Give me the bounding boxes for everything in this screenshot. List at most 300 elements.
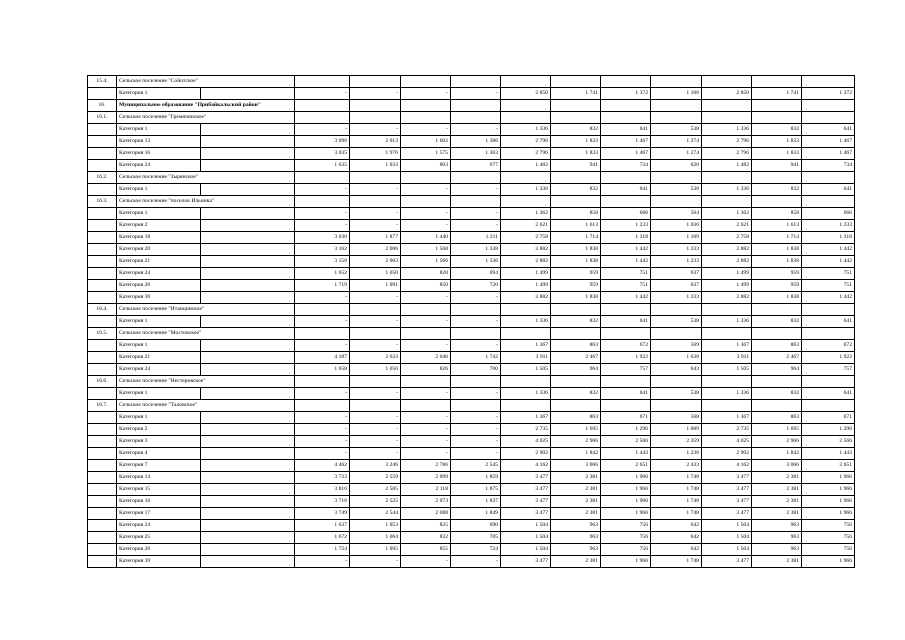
value-cell: 832 [752, 124, 802, 136]
empty-cell [702, 376, 752, 388]
value-cell: 538 [651, 316, 702, 328]
value-cell: 1 367 [501, 340, 551, 352]
value-cell: 1 362 [501, 208, 551, 220]
value-cell: 2 559 [350, 472, 401, 484]
value-cell: 3 723 [295, 472, 350, 484]
section-row [88, 328, 855, 340]
empty-cell [350, 76, 401, 88]
value-cell: 1 467 [802, 136, 855, 148]
empty-cell [752, 112, 802, 124]
table-row [88, 256, 855, 268]
value-cell: 850 [401, 280, 451, 292]
value-cell: 1 236 [651, 448, 702, 460]
value-cell: 1 482 [501, 160, 551, 172]
value-cell: - [350, 448, 401, 460]
settlement-title: Сельское поселение "Нестеровское" [117, 376, 295, 388]
value-cell: - [350, 340, 401, 352]
value-cell: 751 [802, 280, 855, 292]
category-label: Категория 24 [117, 520, 201, 532]
value-cell: - [350, 184, 401, 196]
row-number-cell [88, 364, 117, 376]
value-cell: 3 477 [702, 508, 752, 520]
value-cell: 1 833 [551, 148, 601, 160]
row-number-cell [88, 136, 117, 148]
value-cell: 1 296 [601, 424, 651, 436]
value-cell: 2 796 [702, 148, 752, 160]
value-cell: 666 [601, 208, 651, 220]
empty-cell [702, 196, 752, 208]
table-row [88, 544, 855, 556]
empty-cell [201, 532, 295, 544]
value-cell: 3 158 [295, 256, 350, 268]
empty-cell [551, 304, 601, 316]
row-number-cell [88, 508, 117, 520]
empty-cell [752, 328, 802, 340]
value-cell: 3 816 [295, 484, 350, 496]
value-cell: 1 089 [651, 424, 702, 436]
empty-cell [451, 196, 501, 208]
category-label: Категория 1 [117, 208, 201, 220]
empty-cell [802, 196, 855, 208]
value-cell: 700 [451, 364, 501, 376]
empty-cell [702, 400, 752, 412]
value-cell: 757 [601, 364, 651, 376]
empty-cell [201, 340, 295, 352]
empty-cell [651, 400, 702, 412]
category-label: Категория 21 [117, 256, 201, 268]
value-cell: 1 336 [702, 124, 752, 136]
category-label: Категория 2 [117, 220, 201, 232]
category-label: Категория 1 [117, 412, 201, 424]
table-row [88, 244, 855, 256]
table-row [88, 436, 855, 448]
table-row [88, 136, 855, 148]
empty-cell [201, 148, 295, 160]
value-cell: - [451, 124, 501, 136]
value-cell: 2 046 [401, 352, 451, 364]
value-cell: 3 749 [295, 508, 350, 520]
value-cell: 1 742 [451, 352, 501, 364]
value-cell: - [401, 424, 451, 436]
value-cell: 1 050 [350, 268, 401, 280]
settlement-title: Сельское поселение "Итанцинское" [117, 304, 295, 316]
value-cell: 2 381 [752, 472, 802, 484]
value-cell: 1 274 [651, 148, 702, 160]
value-cell: - [451, 556, 501, 568]
empty-cell [201, 268, 295, 280]
value-cell: 2 003 [350, 256, 401, 268]
value-cell: - [401, 436, 451, 448]
value-cell: 757 [802, 364, 855, 376]
value-cell: - [451, 424, 501, 436]
empty-cell [651, 76, 702, 88]
empty-cell [201, 88, 295, 100]
value-cell: 825 [401, 520, 451, 532]
empty-cell [651, 112, 702, 124]
empty-cell [350, 376, 401, 388]
value-cell: 2 381 [752, 496, 802, 508]
value-cell: 832 [551, 124, 601, 136]
empty-cell [350, 100, 401, 112]
value-cell: 1 838 [752, 256, 802, 268]
value-cell: - [451, 448, 501, 460]
municipality-title: Муниципальное образование "Прибайкальский район" [117, 100, 295, 112]
empty-cell [651, 328, 702, 340]
value-cell: - [401, 448, 451, 460]
empty-cell [601, 304, 651, 316]
value-cell: 2 013 [350, 136, 401, 148]
tariff-table-container [87, 75, 853, 568]
value-cell: 1 499 [501, 280, 551, 292]
section-row [88, 100, 855, 112]
empty-cell [752, 304, 802, 316]
value-cell: - [295, 388, 350, 400]
value-cell: - [295, 124, 350, 136]
empty-cell [651, 100, 702, 112]
value-cell: 2 902 [702, 448, 752, 460]
category-label: Категория 16 [117, 496, 201, 508]
value-cell: 1 613 [752, 220, 802, 232]
value-cell: 1 442 [601, 256, 651, 268]
value-cell: 1 467 [802, 148, 855, 160]
value-cell: 1 336 [702, 388, 752, 400]
value-cell: 2 621 [501, 220, 551, 232]
table-row [88, 316, 855, 328]
value-cell: 941 [752, 160, 802, 172]
table-row [88, 484, 855, 496]
table-row [88, 268, 855, 280]
empty-cell [401, 304, 451, 316]
empty-cell [651, 196, 702, 208]
value-cell: 2 381 [752, 556, 802, 568]
empty-cell [401, 76, 451, 88]
value-cell: - [451, 340, 501, 352]
value-cell: 2 735 [702, 424, 752, 436]
table-row [88, 232, 855, 244]
value-cell: 1 635 [295, 160, 350, 172]
value-cell: 671 [802, 412, 855, 424]
value-cell: 1 233 [651, 256, 702, 268]
category-label: Категория 36 [117, 292, 201, 304]
value-cell: 3 066 [752, 460, 802, 472]
value-cell: 1 976 [350, 148, 401, 160]
row-number-cell [88, 88, 117, 100]
value-cell: 1 748 [651, 508, 702, 520]
value-cell: 2 882 [501, 292, 551, 304]
value-cell: 1 833 [752, 148, 802, 160]
table-row [88, 364, 855, 376]
category-label: Категория 1 [117, 88, 201, 100]
value-cell: 1 966 [601, 508, 651, 520]
value-cell: 1 966 [601, 472, 651, 484]
section-row [88, 376, 855, 388]
value-cell: 1 966 [802, 508, 855, 520]
category-label: Категория 3 [117, 436, 201, 448]
value-cell: 1 336 [501, 184, 551, 196]
row-number-cell: 16.5. [88, 328, 117, 340]
value-cell: - [350, 124, 401, 136]
value-cell: 1 109 [651, 232, 702, 244]
empty-cell [350, 196, 401, 208]
empty-cell [350, 112, 401, 124]
value-cell: 2 882 [501, 256, 551, 268]
value-cell: 3 030 [295, 232, 350, 244]
empty-cell [601, 400, 651, 412]
value-cell: 1 211 [451, 232, 501, 244]
category-label: Категория 24 [117, 160, 201, 172]
table-row [88, 508, 855, 520]
category-label: Категория 39 [117, 556, 201, 568]
section-row [88, 400, 855, 412]
section-row [88, 196, 855, 208]
value-cell: 4 025 [501, 436, 551, 448]
value-cell: 1 568 [401, 244, 451, 256]
empty-cell [201, 124, 295, 136]
value-cell: 3 477 [702, 484, 752, 496]
value-cell: 1 367 [702, 340, 752, 352]
value-cell: 1 859 [451, 472, 501, 484]
value-cell: 4 187 [295, 352, 350, 364]
table-row [88, 472, 855, 484]
empty-cell [201, 508, 295, 520]
settlement-title: Сельское поселение "Таловское" [117, 400, 295, 412]
value-cell: 756 [802, 532, 855, 544]
empty-cell [702, 172, 752, 184]
empty-cell [350, 400, 401, 412]
row-number-cell [88, 352, 117, 364]
category-label: Категория 15 [117, 484, 201, 496]
empty-cell [601, 76, 651, 88]
category-label: Категория 1 [117, 340, 201, 352]
value-cell: 641 [802, 388, 855, 400]
value-cell: 855 [401, 544, 451, 556]
value-cell: 2 381 [752, 484, 802, 496]
value-cell: 2 796 [702, 136, 752, 148]
row-number-cell [88, 436, 117, 448]
empty-cell [401, 196, 451, 208]
empty-cell [401, 172, 451, 184]
empty-cell [551, 76, 601, 88]
empty-cell [451, 172, 501, 184]
empty-cell [350, 304, 401, 316]
value-cell: - [451, 316, 501, 328]
value-cell: 641 [802, 124, 855, 136]
empty-cell [752, 100, 802, 112]
value-cell: 538 [651, 124, 702, 136]
value-cell: 1 837 [451, 496, 501, 508]
value-cell: 1 602 [401, 136, 451, 148]
value-cell: 964 [752, 364, 802, 376]
value-cell: 751 [601, 268, 651, 280]
value-cell: - [350, 220, 401, 232]
value-cell: - [295, 340, 350, 352]
value-cell: 1 504 [702, 520, 752, 532]
value-cell: 1 504 [501, 544, 551, 556]
value-cell: 1 672 [295, 532, 350, 544]
value-cell: 1 877 [350, 232, 401, 244]
empty-cell [601, 100, 651, 112]
value-cell: 672 [802, 340, 855, 352]
row-number-cell [88, 484, 117, 496]
value-cell: 1 966 [601, 556, 651, 568]
table-row [88, 532, 855, 544]
value-cell: 963 [752, 520, 802, 532]
value-cell: 863 [551, 340, 601, 352]
value-cell: 677 [451, 160, 501, 172]
value-cell: 2 758 [501, 232, 551, 244]
value-cell: 963 [551, 532, 601, 544]
value-cell: 724 [451, 544, 501, 556]
value-cell: 4 025 [702, 436, 752, 448]
value-cell: - [401, 556, 451, 568]
value-cell: 2 651 [802, 460, 855, 472]
value-cell: 1 504 [702, 544, 752, 556]
table-row [88, 88, 855, 100]
value-cell: 1 336 [501, 316, 551, 328]
empty-cell [501, 172, 551, 184]
value-cell: 964 [551, 364, 601, 376]
value-cell: 3 716 [295, 496, 350, 508]
empty-cell [201, 208, 295, 220]
category-label: Категория 7 [117, 460, 201, 472]
settlement-title: Сельское поселение "Мостовское" [117, 328, 295, 340]
empty-cell [501, 76, 551, 88]
value-cell: - [451, 208, 501, 220]
empty-cell [201, 364, 295, 376]
value-cell: 2 585 [350, 484, 401, 496]
value-cell: 3 477 [501, 496, 551, 508]
value-cell: 2 381 [551, 556, 601, 568]
table-row [88, 412, 855, 424]
empty-cell [451, 76, 501, 88]
value-cell: - [350, 292, 401, 304]
value-cell: - [295, 316, 350, 328]
value-cell: 3 911 [702, 352, 752, 364]
value-cell: 4 162 [501, 460, 551, 472]
empty-cell [702, 304, 752, 316]
value-cell: 2 381 [551, 472, 601, 484]
empty-cell [201, 460, 295, 472]
row-number-cell [88, 532, 117, 544]
value-cell: 1 838 [551, 256, 601, 268]
value-cell: 734 [802, 160, 855, 172]
empty-cell [651, 172, 702, 184]
value-cell: 3 066 [551, 460, 601, 472]
table-row [88, 448, 855, 460]
table-row [88, 280, 855, 292]
empty-cell [295, 304, 350, 316]
empty-cell [350, 172, 401, 184]
value-cell: 1 658 [295, 364, 350, 376]
row-number-cell [88, 388, 117, 400]
empty-cell [752, 172, 802, 184]
table-row [88, 220, 855, 232]
empty-cell [401, 328, 451, 340]
empty-cell [551, 328, 601, 340]
value-cell: 3 477 [501, 472, 551, 484]
empty-cell [702, 76, 752, 88]
value-cell: 1 318 [802, 232, 855, 244]
value-cell: - [350, 208, 401, 220]
value-cell: 2 381 [551, 496, 601, 508]
value-cell: 1 875 [451, 484, 501, 496]
value-cell: 1 741 [551, 88, 601, 100]
value-cell: 2 118 [401, 484, 451, 496]
value-cell: 2 882 [501, 244, 551, 256]
value-cell: 1 748 [651, 472, 702, 484]
value-cell: 2 882 [702, 292, 752, 304]
value-cell: - [451, 292, 501, 304]
empty-cell [551, 400, 601, 412]
value-cell: 641 [802, 184, 855, 196]
value-cell: - [401, 88, 451, 100]
value-cell: 1 442 [802, 244, 855, 256]
value-cell: 863 [752, 340, 802, 352]
empty-cell [201, 184, 295, 196]
value-cell: 2 545 [451, 460, 501, 472]
value-cell: 1 362 [702, 208, 752, 220]
value-cell: - [295, 556, 350, 568]
value-cell: 1 499 [501, 268, 551, 280]
value-cell: 564 [651, 208, 702, 220]
value-cell: 1 336 [501, 388, 551, 400]
value-cell: 863 [551, 412, 601, 424]
value-cell: 1 838 [551, 244, 601, 256]
section-row [88, 76, 855, 88]
category-label: Категория 1 [117, 184, 201, 196]
value-cell: 1 842 [551, 448, 601, 460]
empty-cell [201, 436, 295, 448]
empty-cell [802, 376, 855, 388]
value-cell: 756 [601, 520, 651, 532]
value-cell: 538 [651, 388, 702, 400]
value-cell: - [295, 220, 350, 232]
table-row [88, 208, 855, 220]
value-cell: 2 966 [752, 436, 802, 448]
value-cell: - [350, 436, 401, 448]
value-cell: 826 [401, 364, 451, 376]
value-cell: 642 [651, 520, 702, 532]
empty-cell [401, 112, 451, 124]
value-cell: 1 838 [752, 244, 802, 256]
empty-cell [201, 388, 295, 400]
value-cell: 1 442 [601, 244, 651, 256]
value-cell: 672 [601, 340, 651, 352]
value-cell: 1 367 [501, 412, 551, 424]
value-cell: 4 162 [702, 460, 752, 472]
value-cell: 959 [551, 280, 601, 292]
empty-cell [295, 400, 350, 412]
value-cell: 959 [752, 268, 802, 280]
value-cell: - [451, 88, 501, 100]
value-cell: 1 372 [601, 88, 651, 100]
value-cell: 832 [551, 184, 601, 196]
value-cell: 1 443 [601, 448, 651, 460]
empty-cell [451, 328, 501, 340]
empty-cell [551, 172, 601, 184]
empty-cell [295, 112, 350, 124]
value-cell: 2 359 [651, 436, 702, 448]
value-cell: 1 504 [702, 532, 752, 544]
tariff-table [87, 75, 855, 568]
empty-cell [752, 400, 802, 412]
value-cell: 1 638 [651, 352, 702, 364]
value-cell: - [295, 436, 350, 448]
row-number-cell: 16.1. [88, 112, 117, 124]
row-number-cell [88, 268, 117, 280]
value-cell: - [295, 448, 350, 460]
empty-cell [201, 232, 295, 244]
